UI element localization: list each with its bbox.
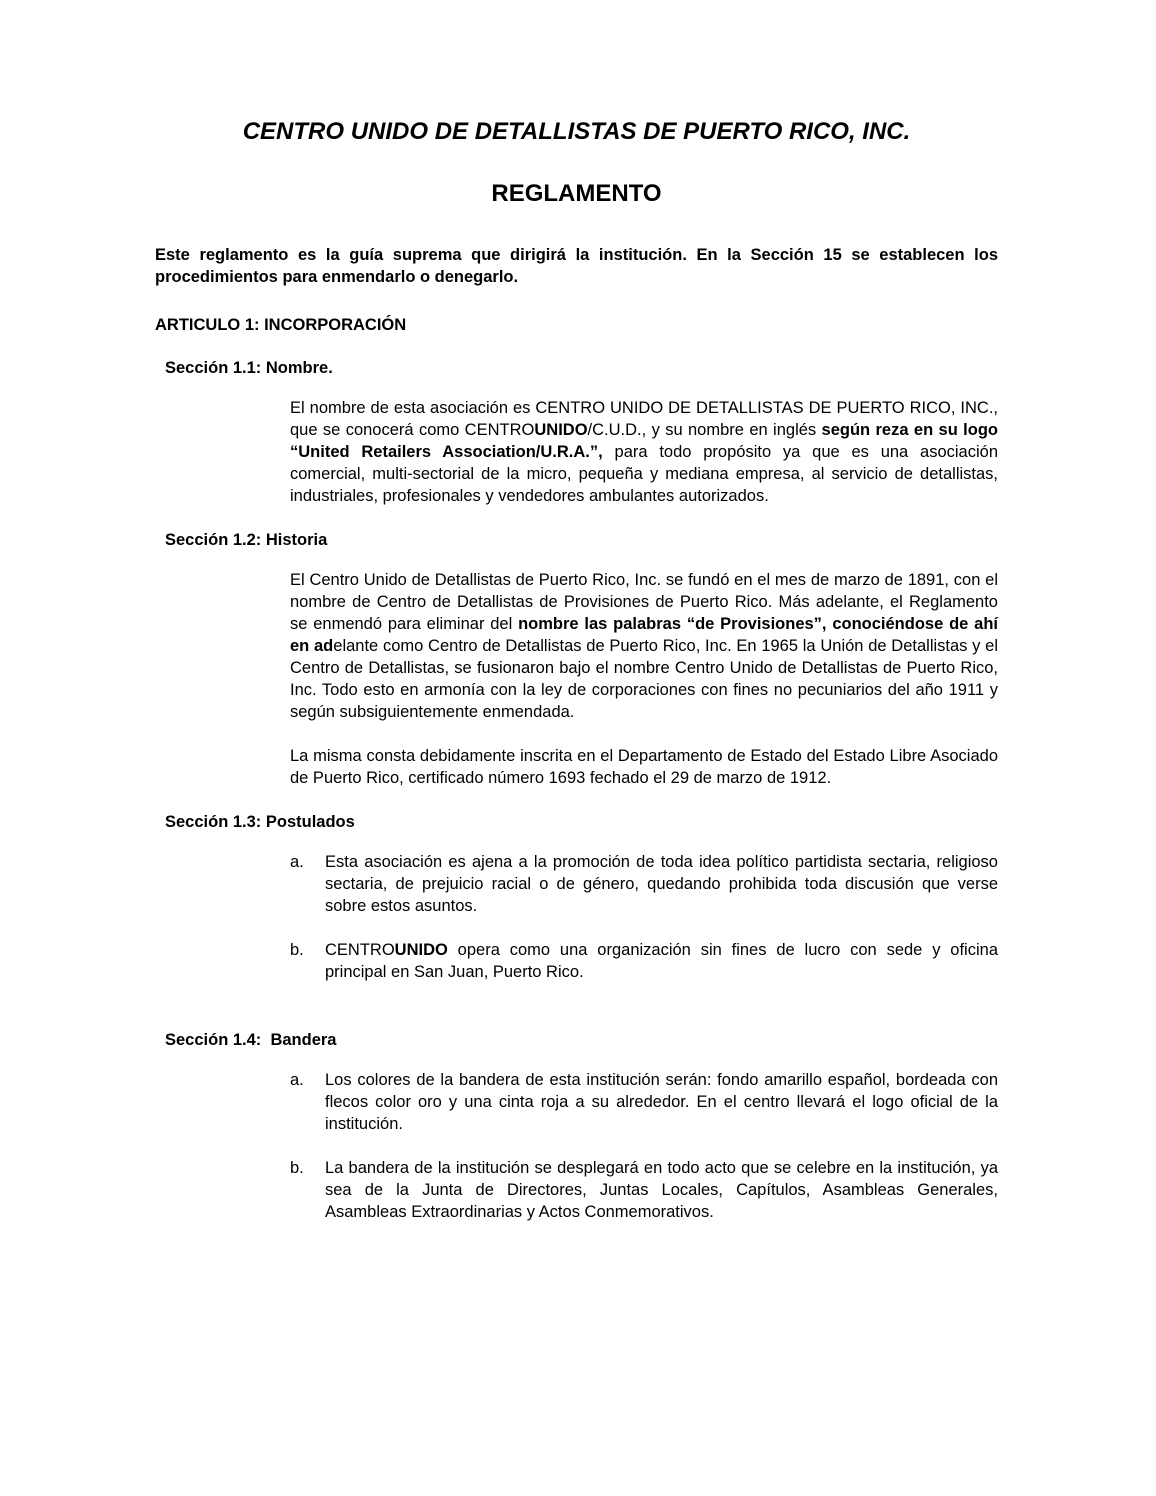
list-marker: b. xyxy=(290,941,304,959)
list-marker: a. xyxy=(290,853,304,871)
text-segment: Esta asociación es ajena a la promoción de toda idea político partidista sectaria, religioso sectaria, de prejuicio racial o de género, quedando prohibida toda discusión que verse sobre estos asuntos. xyxy=(325,853,998,915)
intro-paragraph: Este reglamento es la guía suprema que dirigirá la institución. En la Sección 15 se establecen los procedimientos para enmendarlo o denegarlo. xyxy=(155,246,998,286)
section-1-2-paragraph-2 xyxy=(155,745,998,789)
text-segment: para todo propósito ya que es una asociación comercial, multi-sectorial de la micro, pequeña y mediana empresa, al servicio de detallistas, industriales, profesionales y vendedores ambulantes autorizados. xyxy=(290,443,998,505)
section-1-2-heading: Sección 1.2: Historia xyxy=(165,531,328,549)
text-segment: CENTRO xyxy=(325,941,395,959)
text-segment: según reza en su logo “United Retailers Association/U.R.A.”, xyxy=(290,421,998,461)
list-item-1-3-b xyxy=(155,939,998,983)
section-1-4-heading: Sección 1.4: Bandera xyxy=(165,1031,337,1049)
document-title: CENTRO UNIDO DE DETALLISTAS DE PUERTO RICO, INC. xyxy=(242,118,911,145)
section-1-1-paragraph xyxy=(155,397,998,507)
text-segment: El Centro Unido de Detallistas de Puerto Rico, Inc. se fundó en el mes de marzo de 1891, con el nombre de Centro de Detallistas de Provisiones de Puerto Rico. Más adelante, el Reglamento se enmendó para eliminar del xyxy=(290,571,998,633)
list-marker: b. xyxy=(290,1159,304,1177)
text-segment: El nombre de esta asociación es CENTRO UNIDO DE DETALLISTAS DE PUERTO RICO, INC., que se conocerá como CENTRO xyxy=(290,399,998,439)
list-item-1-3-a xyxy=(155,851,998,917)
section-1-1-heading: Sección 1.1: Nombre. xyxy=(165,359,333,377)
text-segment: UNIDO xyxy=(534,421,588,439)
text-segment: /C.U.D., y su nombre en inglés xyxy=(587,421,822,439)
list-marker: a. xyxy=(290,1071,304,1089)
text-segment: elante como Centro de Detallistas de Puerto Rico, Inc. En 1965 la Unión de Detallistas y el Centro de Detallistas, se fusionaron bajo el nombre Centro Unido de Detallistas de Puerto Rico, Inc. Todo esto en armonía con la ley de corporaciones con fines no pecuniarios del año 1911 y según subsiguientemente enmendada. xyxy=(290,637,998,721)
list-item-1-4-b xyxy=(155,1157,998,1223)
section-1-2-paragraph-1 xyxy=(155,569,998,723)
list-text xyxy=(325,939,998,983)
text-segment: La misma consta debidamente inscrita en el Departamento de Estado del Estado Libre Asociado de Puerto Rico, certificado número 1693 fechado el 29 de marzo de 1912. xyxy=(290,747,998,787)
document-subtitle: REGLAMENTO xyxy=(491,180,662,207)
list-text xyxy=(325,1157,998,1223)
list-text xyxy=(325,1069,998,1135)
section-1-3-heading: Sección 1.3: Postulados xyxy=(165,813,355,831)
text-segment: nombre las palabras “de Provisiones”, conociéndose de ahí en ad xyxy=(290,615,998,655)
list-item-1-4-a xyxy=(155,1069,998,1135)
article-1-heading: ARTICULO 1: INCORPORACIÓN xyxy=(155,316,407,334)
text-segment: opera como una organización sin fines de lucro con sede y oficina principal en San Juan, Puerto Rico. xyxy=(325,941,998,981)
text-segment: Los colores de la bandera de esta institución serán: fondo amarillo español, bordeada con flecos color oro y una cinta roja a su alrededor. En el centro llevará el logo oficial de la institución. xyxy=(325,1071,998,1133)
text-segment: UNIDO xyxy=(394,941,448,959)
list-text xyxy=(325,851,998,917)
text-segment: La bandera de la institución se desplegará en todo acto que se celebre en la institución, ya sea de la Junta de Directores, Juntas Locales, Capítulos, Asambleas Generales, Asambleas Extraordinarias y Actos Conmemorativos. xyxy=(325,1159,998,1221)
